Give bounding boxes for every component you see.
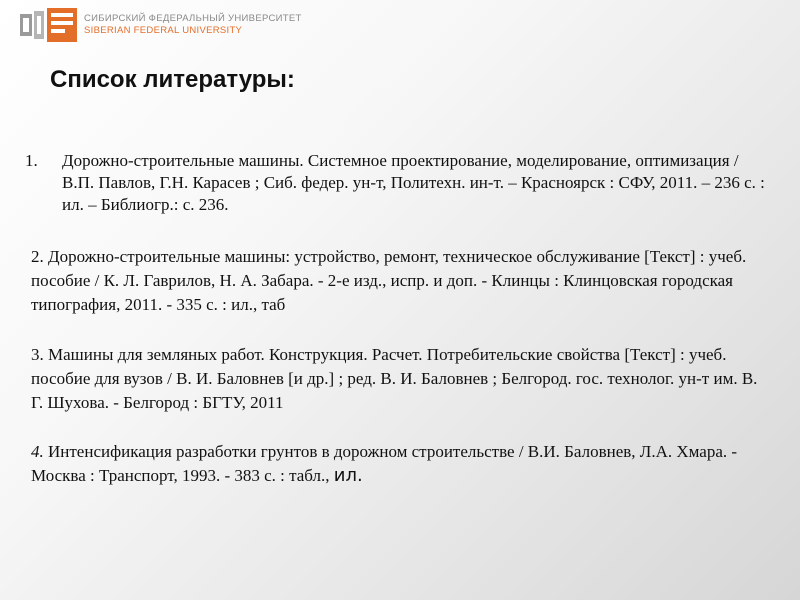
page-title: Список литературы: xyxy=(50,66,295,93)
header xyxy=(20,8,302,42)
university-name xyxy=(84,13,302,37)
sfu-logo-icon xyxy=(20,8,78,42)
reference-item-2 xyxy=(31,245,761,317)
reference-item-3 xyxy=(31,343,761,415)
reference-text: Интенсификация разработки грунтов в дорожном строительстве / В.И. Баловнев, Л.А. Хмара. - Москва : Транспорт, 1993. - 383 с. : табл., xyxy=(31,442,738,485)
reference-number: 1. xyxy=(25,151,38,170)
reference-item-4 xyxy=(31,440,761,488)
reference-text: Машины для земляных работ. Конструкция. Расчет. Потребительские свойства [Текст] : учеб. пособие для вузов / В. И. Баловнев [и др.] ; ред. В. И. Баловнев ; Белгород. гос. технолог. ун-т им. В. Г. Шухова. - Белгород : БГТУ, 2011 xyxy=(31,345,758,412)
reference-number: 3. xyxy=(31,345,44,364)
reference-text: Дорожно-строительные машины. Системное проектирование, моделирование, оптимизация / В.П. Павлов, Г.Н. Карасев ; Сиб. федер. ун-т, Политехн. ин-т. – Красноярск : СФУ, 2011. – 236 с. : ил. – Библиогр.: с. 236. xyxy=(62,151,765,214)
reference-number: 2. xyxy=(31,247,44,266)
university-name-ru: СИБИРСКИЙ ФЕДЕРАЛЬНЫЙ УНИВЕРСИТЕТ xyxy=(84,13,302,24)
reference-item-1 xyxy=(25,150,765,216)
university-name-en: SIBERIAN FEDERAL UNIVERSITY xyxy=(84,25,243,36)
reference-text-tail: ил. xyxy=(333,465,363,486)
reference-number: 4. xyxy=(31,442,44,461)
reference-text: Дорожно-строительные машины: устройство, ремонт, техническое обслуживание [Текст] : учеб. пособие / К. Л. Гаврилов, Н. А. Забара. - 2-е изд., испр. и доп. - Клинцы : Клинцовская городская типография, 2011. - 335 с. : ил., таб xyxy=(31,247,747,314)
